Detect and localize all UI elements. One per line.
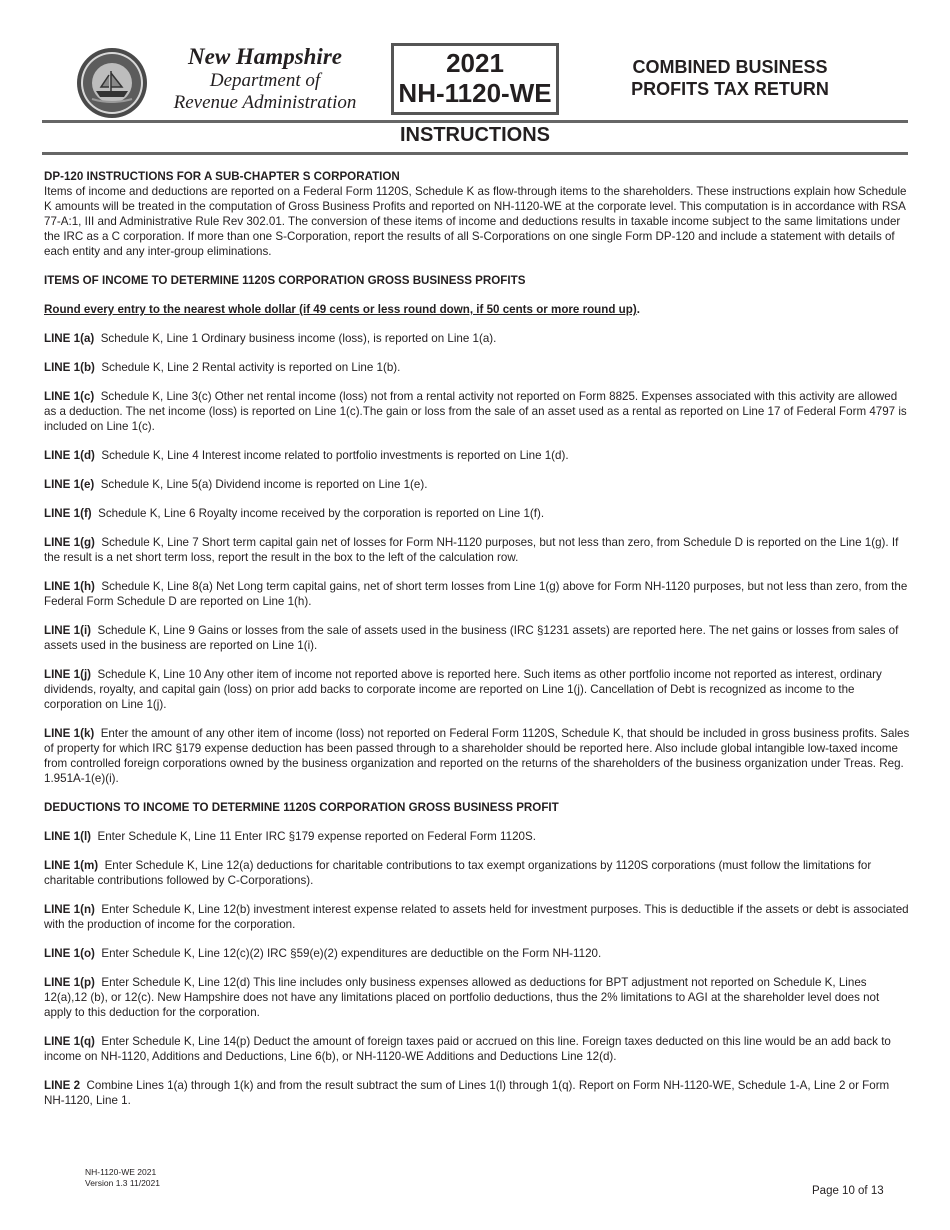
- instruction-line: [44, 946, 910, 961]
- line-text: Enter Schedule K, Line 12(d) This line includes only business expenses allowed as deductions for BPT adjustment not reported on Schedule K, Lines 12(a),12 (b), or 12(c). New Hampshire does not have any limitations placed on portfolio deductions, thus the 2% limitations to AGI at the shareholder level does not apply to this deduction for the corporation.: [44, 976, 880, 1019]
- footer-version: [85, 1167, 160, 1189]
- form-number: NH-1120-WE: [398, 78, 552, 108]
- line-label: LINE 2: [44, 1079, 81, 1092]
- state-name: New Hampshire: [188, 44, 342, 69]
- line-label: LINE 1(h): [44, 580, 95, 593]
- department-line1: Department of: [209, 70, 321, 91]
- header-divider-top: [42, 120, 908, 123]
- instruction-line: [44, 1034, 910, 1064]
- section-intro: Items of income and deductions are reported on a Federal Form 1120S, Schedule K as flow-through items to the shareholders. These instructions explain how Schedule K amounts will be treated in the computation of Gross Business Profits and reported on NH-1120-WE at the corporate level. This computation is in accordance with RSA 77-A:1, III and Administrative Rule Rev 302.01. The conversion of these items of income and deductions results in taxable income subject to the same limitations under the IRC as a C corporation. If more than one S-Corporation, report the results of all S-Corporations on one single Form DP-120 and include a statement with details of each entity and any inter-group eliminations.: [44, 185, 907, 258]
- instruction-line: [44, 477, 910, 492]
- instructions-title: INSTRUCTIONS: [400, 124, 550, 146]
- instruction-line: [44, 535, 910, 565]
- line-label: LINE 1(d): [44, 449, 95, 462]
- footer-version-line: Version 1.3 11/2021: [85, 1178, 160, 1188]
- income-lines: [44, 331, 910, 786]
- line-label: LINE 1(p): [44, 976, 95, 989]
- line-label: LINE 1(j): [44, 668, 92, 681]
- line-text: Schedule K, Line 7 Short term capital gain net of losses for Form NH-1120 purposes, but not less than zero, from Schedule D is reported on the Line 1(g). If the result is a net short term loss, report the result in the box to the left of the calculation row.: [44, 536, 899, 564]
- instruction-line: [44, 360, 910, 375]
- line-label: LINE 1(q): [44, 1035, 95, 1048]
- instruction-line: [44, 1078, 910, 1108]
- instruction-line: [44, 667, 910, 712]
- instruction-line: [44, 506, 910, 521]
- line-label: LINE 1(o): [44, 947, 95, 960]
- instruction-line: [44, 331, 910, 346]
- line-text: Schedule K, Line 8(a) Net Long term capital gains, net of short term losses from Line 1(g) above for Form NH-1120 purposes, but not less than zero, from the Federal Form Schedule D are reported on Line 1(h).: [44, 580, 908, 608]
- instruction-line: [44, 389, 910, 434]
- line-label: LINE 1(e): [44, 478, 95, 491]
- state-seal-icon: [76, 47, 148, 119]
- rounding-note-period: .: [636, 303, 640, 316]
- instruction-line: [44, 623, 910, 653]
- section-title: DP-120 INSTRUCTIONS FOR A SUB-CHAPTER S CORPORATION: [44, 170, 400, 183]
- line-label: LINE 1(c): [44, 390, 95, 403]
- deduction-lines: [44, 829, 910, 1108]
- instruction-line: [44, 858, 910, 888]
- line-text: Enter Schedule K, Line 14(p) Deduct the amount of foreign taxes paid or accrued on this line. Foreign taxes deducted on this line would be an add back to income on NH-1120, Additions and Deductions, Line 6(b), or NH-1120-WE Additions and Deductions Line 12(d).: [44, 1035, 891, 1063]
- line-text: Schedule K, Line 9 Gains or losses from the sale of assets used in the business (IRC §1231 assets) are reported here. The net gains or losses from sales of assets used in the business are reported on Line 1(i).: [44, 624, 899, 652]
- line-label: LINE 1(f): [44, 507, 92, 520]
- instruction-line: [44, 829, 910, 844]
- page-number: Page 10 of 13: [812, 1185, 884, 1197]
- line-text: Schedule K, Line 1 Ordinary business income (loss), is reported on Line 1(a).: [100, 332, 497, 345]
- line-text: Combine Lines 1(a) through 1(k) and from the result subtract the sum of Lines 1(l) through 1(q). Report on Form NH-1120-WE, Schedule 1-A, Line 2 or Form NH-1120, Line 1.: [44, 1079, 890, 1107]
- rounding-note: [44, 302, 910, 317]
- line-text: Schedule K, Line 10 Any other item of income not reported above is reported here. Such items as other portfolio income not reported as interest, ordinary dividends, royalty, and capital gain (loss) on prior add backs to corporate income are reported on Line 1(j). Cancellation of Debt is recognized as income to the corporation on Line 1(j).: [44, 668, 882, 711]
- line-label: LINE 1(n): [44, 903, 95, 916]
- agency-name: [150, 44, 380, 114]
- instruction-line: [44, 726, 910, 786]
- footer-form-line: NH-1120-WE 2021: [85, 1167, 157, 1177]
- line-text: Enter the amount of any other item of income (loss) not reported on Federal Form 1120S, Schedule K, that should be included in gross business profits. Sales of property for which IRC §179 expense deduction has been passed through to a shareholder should be reported here. Also include global intangible low-taxed income from controlled foreign corporations owned by the business organization and reported on the returns of the shareholders of the business organization under Treas. Reg. 1.951A-1(e)(i).: [44, 727, 910, 785]
- line-label: LINE 1(b): [44, 361, 95, 374]
- line-text: Enter Schedule K, Line 12(a) deductions for charitable contributions to tax exempt organizations by 1120S corporations (must follow the limitations for charitable contributions followed by C-Corporations).: [44, 859, 872, 887]
- instructions-body: [44, 169, 910, 1122]
- form-year: 2021: [446, 48, 504, 78]
- instruction-line: [44, 448, 910, 463]
- deductions-heading: DEDUCTIONS TO INCOME TO DETERMINE 1120S CORPORATION GROSS BUSINESS PROFIT: [44, 801, 559, 814]
- line-label: LINE 1(a): [44, 332, 95, 345]
- line-text: Schedule K, Line 2 Rental activity is reported on Line 1(b).: [101, 361, 401, 374]
- instruction-line: [44, 902, 910, 932]
- line-text: Enter Schedule K, Line 11 Enter IRC §179 expense reported on Federal Form 1120S.: [97, 830, 536, 843]
- line-text: Enter Schedule K, Line 12(c)(2) IRC §59(e)(2) expenditures are deductible on the Form NH-1120.: [101, 947, 602, 960]
- instruction-line: [44, 579, 910, 609]
- form-id-box: [391, 43, 559, 115]
- line-label: LINE 1(k): [44, 727, 95, 740]
- line-text: Enter Schedule K, Line 12(b) investment interest expense related to assets held for investment purposes. This is deductible if the assets or debt is associated with the production of income for the corporation.: [44, 903, 909, 931]
- line-text: Schedule K, Line 5(a) Dividend income is reported on Line 1(e).: [100, 478, 428, 491]
- department-line2: Revenue Administration: [173, 92, 357, 113]
- line-label: LINE 1(l): [44, 830, 92, 843]
- instruction-line: [44, 975, 910, 1020]
- line-text: Schedule K, Line 6 Royalty income received by the corporation is reported on Line 1(f).: [98, 507, 545, 520]
- rounding-note-text: Round every entry to the nearest whole dollar (if 49 cents or less round down, if 50 cents or more round up): [44, 303, 637, 316]
- form-title-line1: COMBINED BUSINESS: [632, 57, 828, 77]
- income-heading: ITEMS OF INCOME TO DETERMINE 1120S CORPORATION GROSS BUSINESS PROFITS: [44, 274, 526, 287]
- line-label: LINE 1(i): [44, 624, 92, 637]
- line-label: LINE 1(g): [44, 536, 95, 549]
- form-title: [610, 56, 850, 100]
- header-divider-bottom: [42, 152, 908, 155]
- line-text: Schedule K, Line 4 Interest income related to portfolio investments is reported on Line 1(d).: [101, 449, 569, 462]
- form-title-line2: PROFITS TAX RETURN: [631, 79, 829, 99]
- line-label: LINE 1(m): [44, 859, 99, 872]
- line-text: Schedule K, Line 3(c) Other net rental income (loss) not from a rental activity not reported on Form 8825. Expenses associated with this activity are allowed as a deduction. The net income (loss) is reported on Line 1(c).The gain or loss from the sale of an asset used as a rental as reported on Line 17 of Federal Form 4797 is included on Line 1(c).: [44, 390, 907, 433]
